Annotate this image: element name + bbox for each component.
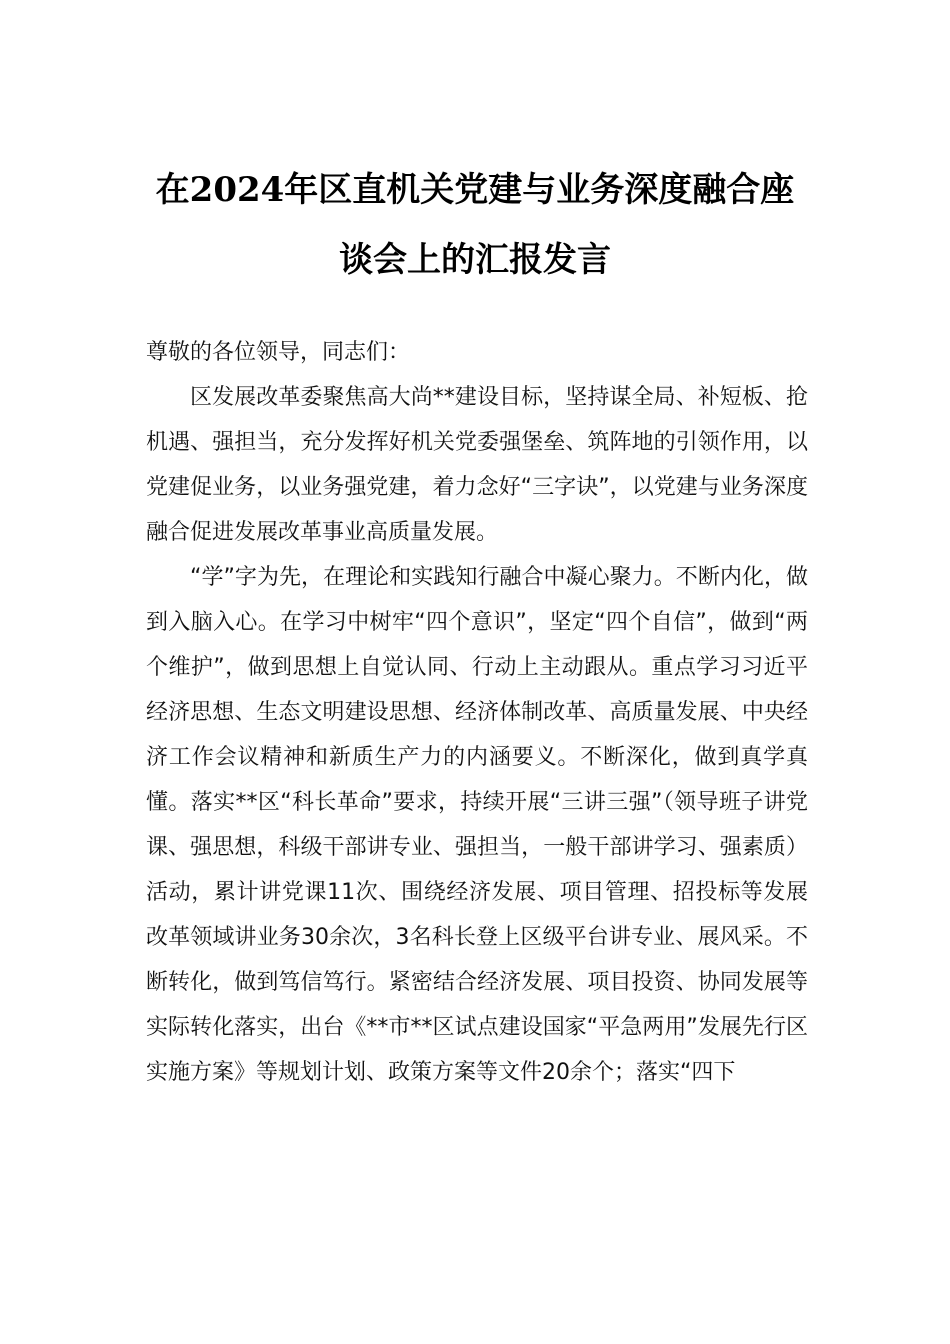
document-body (146, 330, 808, 1095)
salutation: 尊敬的各位领导，同志们： (146, 340, 411, 365)
title-line-2: 谈会上的汇报发言 (339, 240, 611, 280)
paragraph-study: “学”字为先，在理论和实践知行融合中凝心聚力。不断内化，做到入脑入心。在学习中树牢“四个意识”，坚定“四个自信”，做到“两个维护”，做到思想上自觉认同、行动上主动跟从。重点学习习近平经济思想、生态文明建设思想、经济体制改革、高质量发展、中央经济工作会议精神和新质生产力的内涵要义。不断深化，做到真学真懂。落实**区“科长革命”要求，持续开展“三讲三强”（领导班子讲党课、强思想，科级干部讲专业、强担当，一般干部讲学习、强素质）活动，累计讲党课11次、围绕经济发展、项目管理、招投标等发展改革领域讲业务30余次，3名科长登上区级平台讲专业、展风采。不断转化，做到笃信笃行。紧密结合经济发展、项目投资、协同发展等实际转化落实，出台《**市**区试点建设国家“平急两用”发展先行区实施方案》等规划计划、政策方案等文件20余个；落实“四下 (146, 565, 808, 1085)
title-line-1: 在2024年区直机关党建与业务深度融合座 (155, 170, 795, 210)
document-title (120, 155, 830, 295)
paragraph-intro: 区发展改革委聚焦高大尚**建设目标，坚持谋全局、补短板、抢机遇、强担当，充分发挥好机关党委强堡垒、筑阵地的引领作用，以党建促业务，以业务强党建，着力念好“三字诀”，以党建与业务深度融合促进发展改革事业高质量发展。 (146, 385, 808, 545)
